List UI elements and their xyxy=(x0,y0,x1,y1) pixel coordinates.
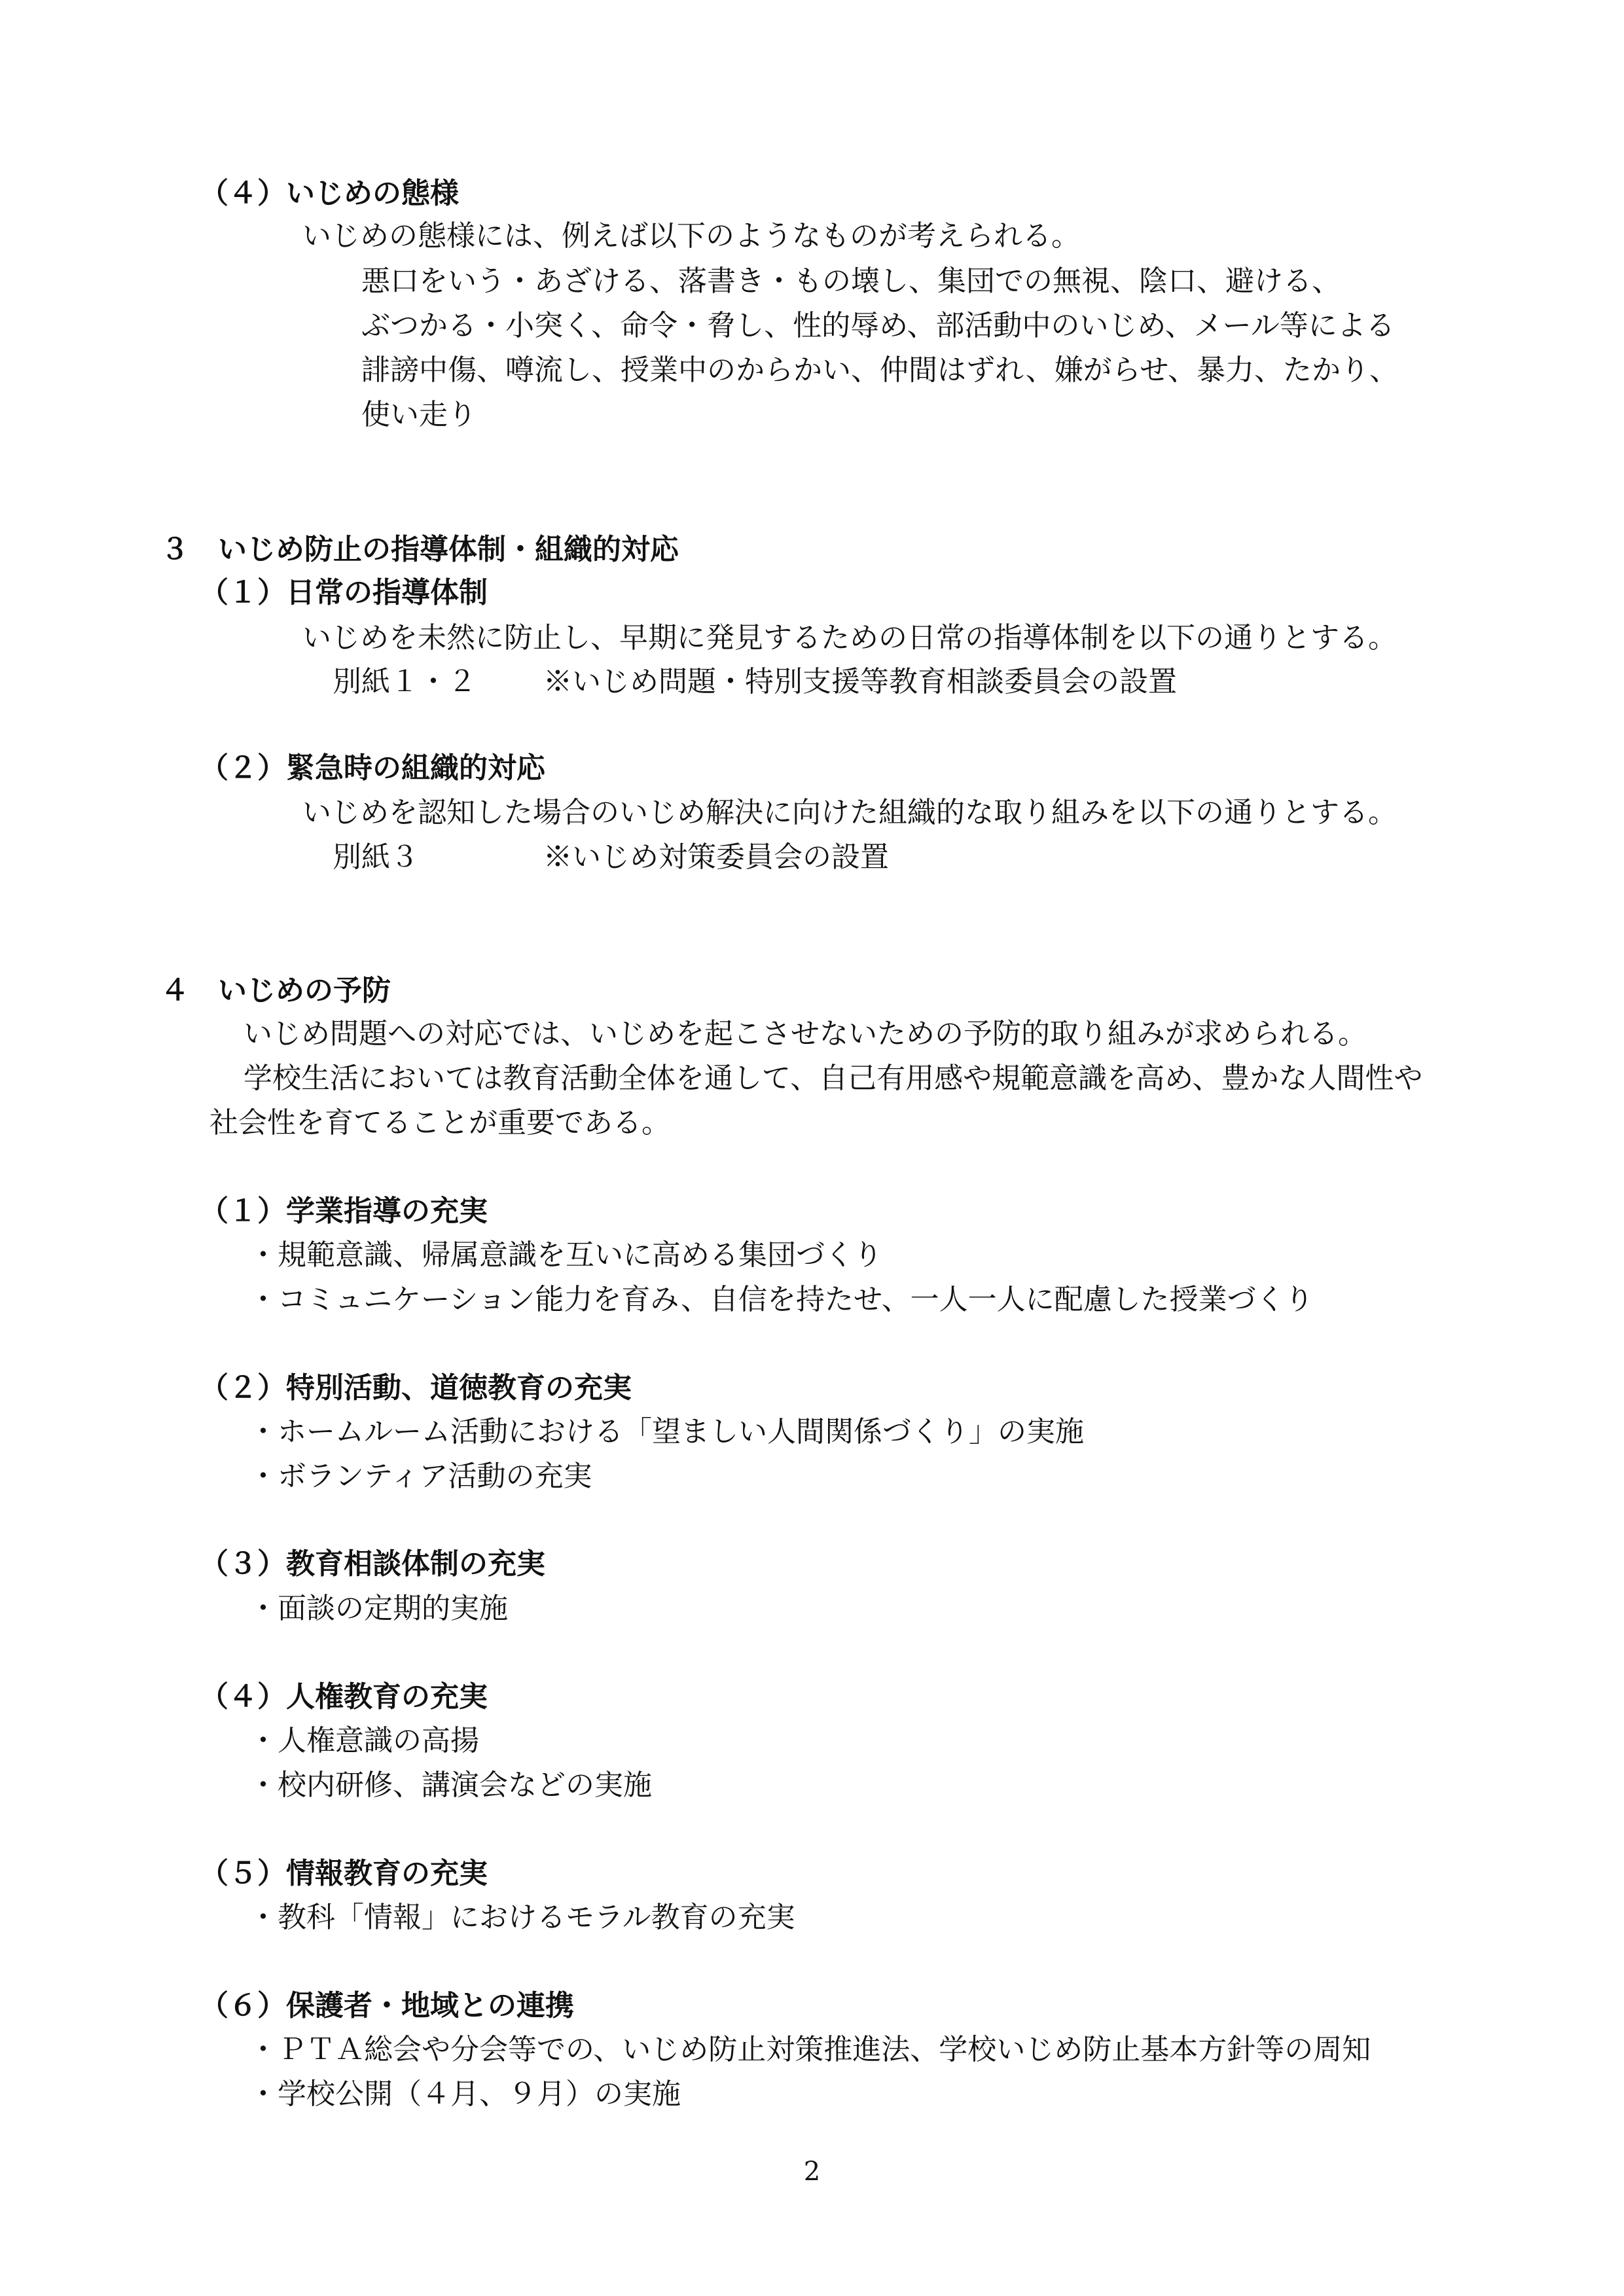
list-item: ・ボランティア活動の充実 xyxy=(249,1460,592,1493)
example-line: 使い走り xyxy=(361,398,477,431)
list-item: ・面談の定期的実施 xyxy=(249,1592,508,1625)
subsection-heading: （２）緊急時の組織的対応 xyxy=(200,751,545,785)
attachment-note: ※いじめ対策委員会の設置 xyxy=(543,840,889,874)
subsection-heading: （３）教育相談体制の充実 xyxy=(200,1547,545,1581)
example-line: 悪口をいう・あざける、落書き・もの壊し、集団での無視、陰口、避ける、 xyxy=(361,264,1341,298)
subsection-heading: （６）保護者・地域との連携 xyxy=(200,1989,574,2022)
example-line: ぶつかる・小突く、命令・脅し、性的辱め、部活動中のいじめ、メール等による xyxy=(361,309,1395,342)
subsection-heading: （４）人権教育の充実 xyxy=(200,1680,488,1713)
subsection-heading: （２）特別活動、道徳教育の充実 xyxy=(200,1371,632,1405)
body-text: いじめを認知した場合のいじめ解決に向けた組織的な取り組みを以下の通りとする。 xyxy=(302,796,1397,829)
body-text: 学校生活においては教育活動全体を通して、自己有用感や規範意識を高め、豊かな人間性や xyxy=(244,1062,1423,1095)
list-item: ・教科「情報」におけるモラル教育の充実 xyxy=(249,1901,795,1934)
example-line: 誹謗中傷、噂流し、授業中のからかい、仲間はずれ、嫌がらせ、暴力、たかり、 xyxy=(361,353,1398,387)
attachment-note: ※いじめ問題・特別支援等教育相談委員会の設置 xyxy=(543,665,1177,698)
list-item: ・ホームルーム活動における「望ましい人間関係づくり」の実施 xyxy=(249,1415,1084,1448)
subsection-heading: （１）学業指導の充実 xyxy=(200,1194,488,1228)
list-item: ・コミュニケーション能力を育み、自信を持たせ、一人一人に配慮した授業づくり xyxy=(249,1283,1314,1316)
list-item: ・人権意識の高揚 xyxy=(249,1724,479,1757)
subsection-heading: （１）日常の指導体制 xyxy=(200,576,488,609)
body-text: いじめの態様には、例えば以下のようなものが考えられる。 xyxy=(302,219,1080,253)
section-heading: ４ いじめの予防 xyxy=(160,974,391,1007)
subsection-heading: （５）情報教育の充実 xyxy=(200,1857,488,1890)
list-item: ・学校公開（４月、９月）の実施 xyxy=(249,2077,681,2111)
body-text: 社会性を育てることが重要である。 xyxy=(209,1106,670,1139)
body-text: いじめを未然に防止し、早期に発見するための日常の指導体制を以下の通りとする。 xyxy=(302,621,1397,655)
list-item: ・ＰＴＡ総会や分会等での、いじめ防止対策推進法、学校いじめ防止基本方針等の周知 xyxy=(249,2033,1371,2066)
list-item: ・規範意識、帰属意識を互いに高める集団づくり xyxy=(249,1238,882,1272)
section-heading: （４）いじめの態様 xyxy=(200,177,459,210)
list-item: ・校内研修、講演会などの実施 xyxy=(249,1768,652,1802)
body-text: いじめ問題への対応では、いじめを起こさせないための予防的取り組みが求められる。 xyxy=(244,1017,1367,1050)
section-heading: ３ いじめ防止の指導体制・組織的対応 xyxy=(160,533,679,566)
attachment-ref: 別紙３ xyxy=(333,840,419,874)
attachment-ref: 別紙１・２ xyxy=(333,665,477,698)
page-number: 2 xyxy=(803,2157,821,2187)
